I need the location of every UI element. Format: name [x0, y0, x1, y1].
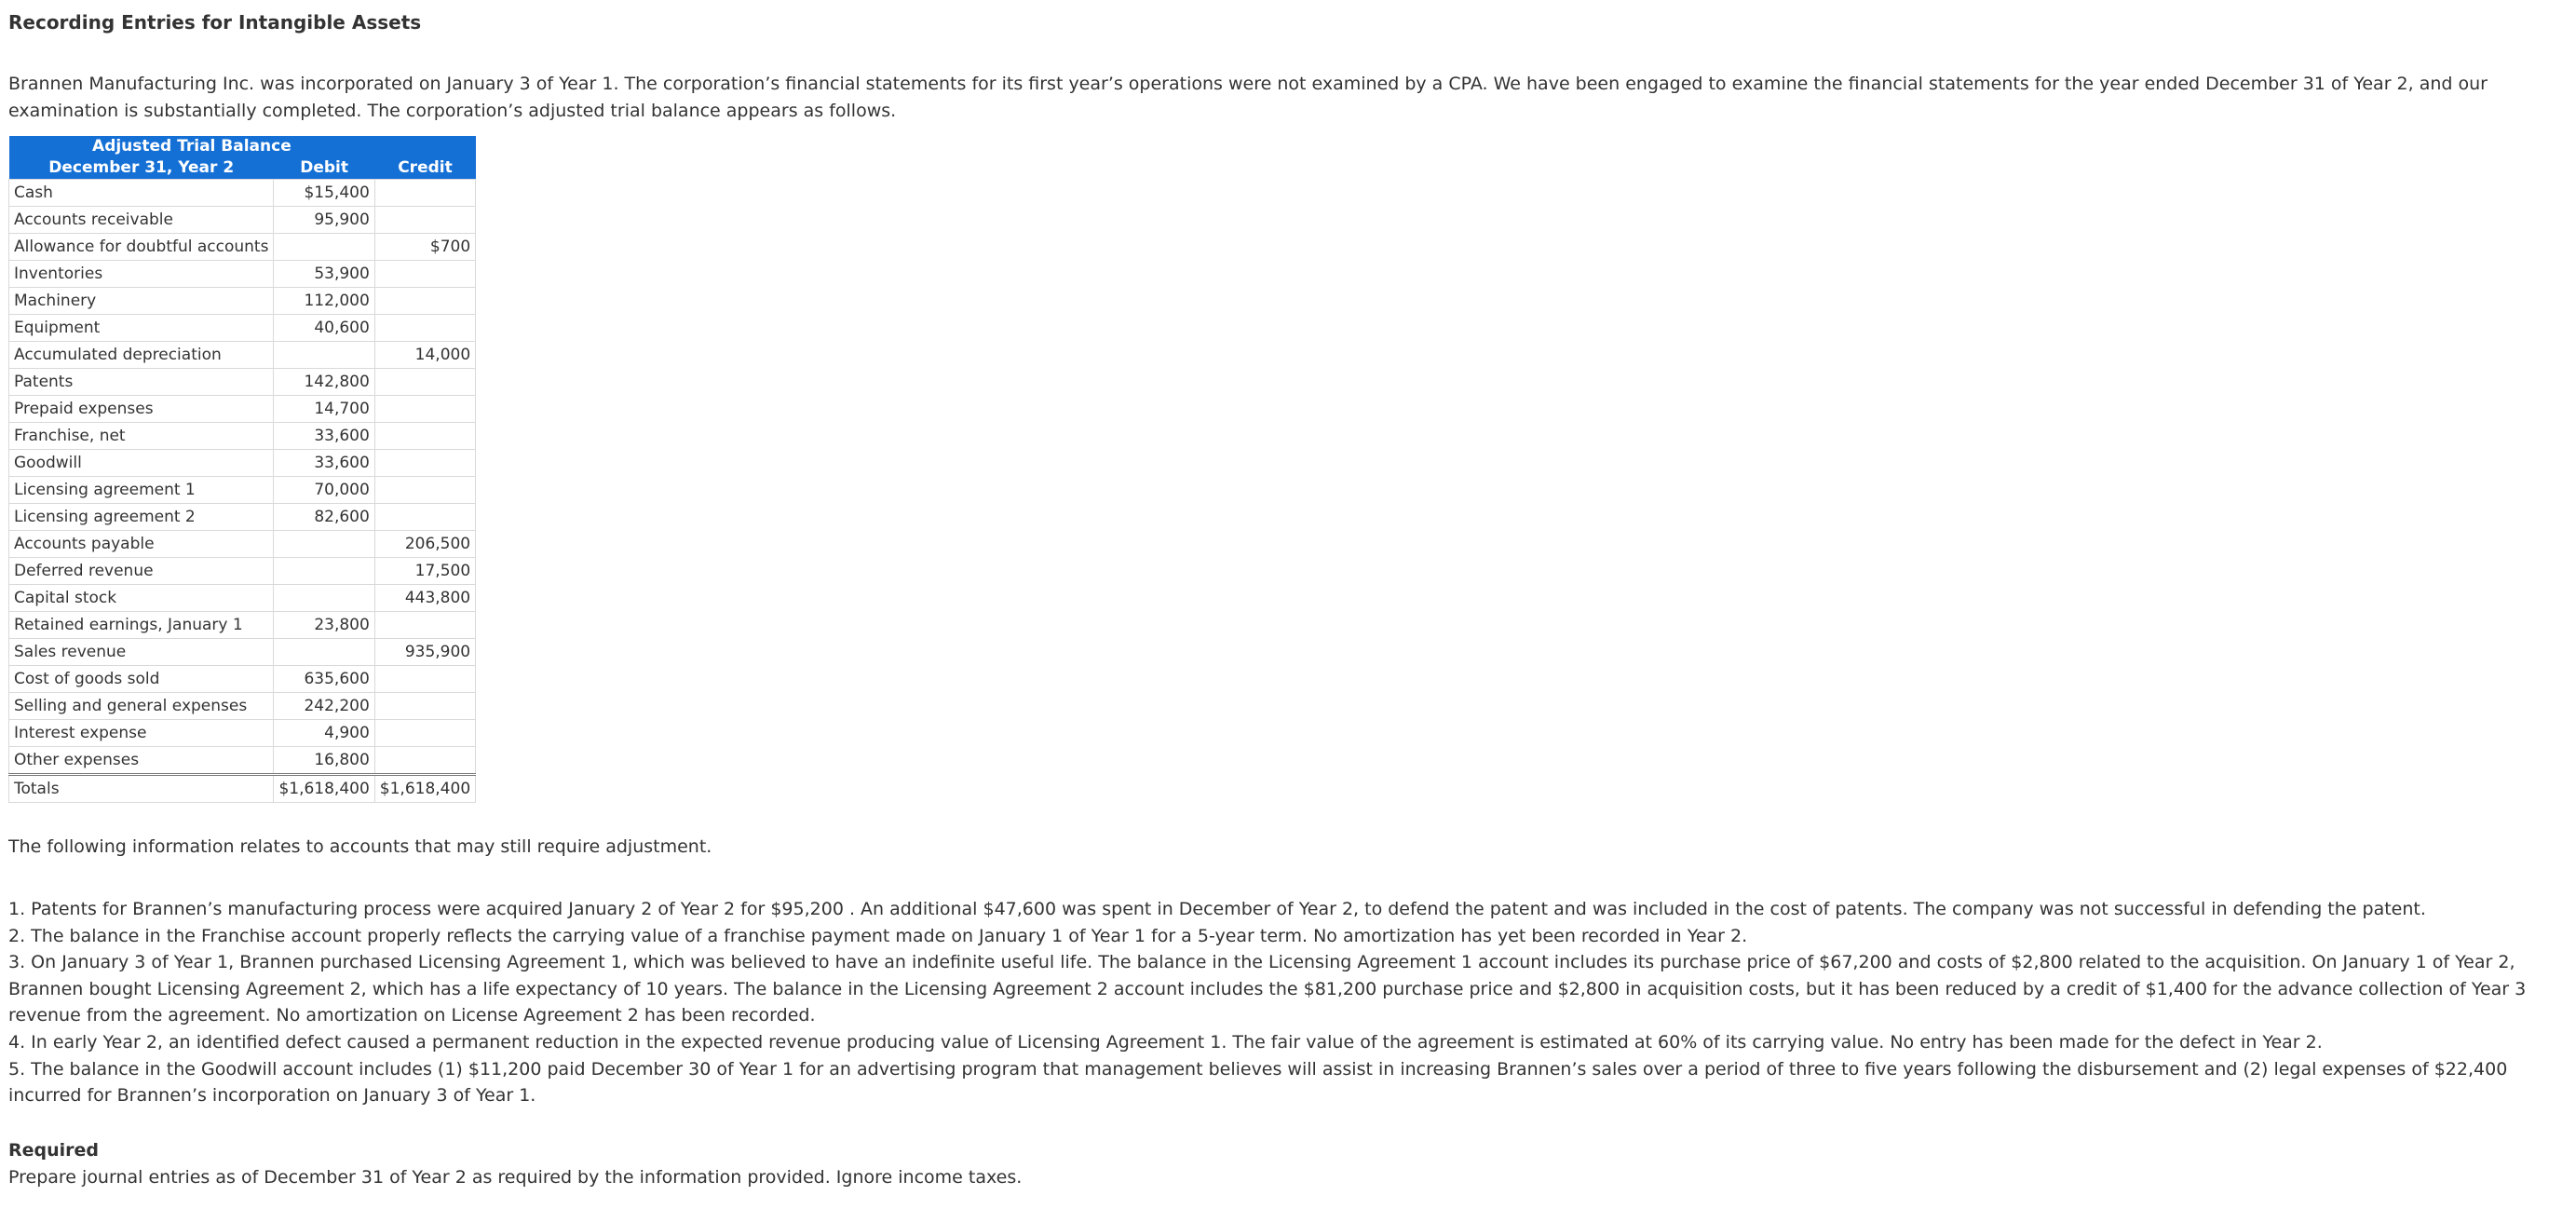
intro-paragraph: Brannen Manufacturing Inc. was incorporated on January 3 of Year 1. The corporation’s financial statements for its first year’s operations were not examined by a CPA. We have been engaged to examine the financial statements for the year ended December 31 of Year 2, and our examination is substantially completed. The corporation’s adjusted trial balance appears as follows.: [8, 74, 2488, 121]
table-row: [9, 261, 476, 288]
credit-cell: 935,900: [374, 639, 475, 666]
account-cell: Interest expense: [9, 720, 274, 747]
trial-balance-table: [8, 136, 476, 803]
table-row: [9, 720, 476, 747]
debit-cell: 635,600: [274, 666, 374, 693]
account-cell: Cost of goods sold: [9, 666, 274, 693]
table-row: [9, 612, 476, 639]
table-row: [9, 396, 476, 423]
debit-cell: 33,600: [274, 423, 374, 450]
debit-cell: 95,900: [274, 207, 374, 234]
debit-cell: 53,900: [274, 261, 374, 288]
debit-cell: 14,700: [274, 396, 374, 423]
debit-cell: 82,600: [274, 504, 374, 531]
table-row: [9, 369, 476, 396]
account-cell: Licensing agreement 1: [9, 477, 274, 504]
account-cell: Prepaid expenses: [9, 396, 274, 423]
table-caption-row: [9, 136, 476, 157]
debit-cell: [274, 234, 374, 261]
credit-cell: 17,500: [374, 558, 475, 585]
account-cell: Licensing agreement 2: [9, 504, 274, 531]
account-cell: Cash: [9, 180, 274, 207]
account-cell: Deferred revenue: [9, 558, 274, 585]
credit-cell: $700: [374, 234, 475, 261]
table-row: [9, 531, 476, 558]
required-heading: Required: [8, 1140, 100, 1161]
account-cell: Accounts receivable: [9, 207, 274, 234]
debit-cell: [274, 342, 374, 369]
account-cell: Machinery: [9, 288, 274, 315]
credit-cell: 443,800: [374, 585, 475, 612]
credit-cell: [374, 207, 475, 234]
table-row: [9, 423, 476, 450]
page-title: Recording Entries for Intangible Assets: [8, 11, 422, 34]
credit-cell: [374, 504, 475, 531]
table-row: [9, 180, 476, 207]
debit-cell: 142,800: [274, 369, 374, 396]
table-row: [9, 342, 476, 369]
credit-cell: [374, 747, 475, 775]
debit-cell: [274, 639, 374, 666]
debit-cell: $1,618,400: [274, 775, 374, 803]
credit-header: Credit: [374, 157, 475, 180]
table-row: [9, 315, 476, 342]
credit-cell: [374, 180, 475, 207]
account-cell: Capital stock: [9, 585, 274, 612]
adjustment-items-list: [8, 896, 2565, 1109]
list-item: 1. Patents for Brannen’s manufacturing process were acquired January 2 of Year 2 for $95,200 . An additional $47,600 was spent in December of Year 2, to defend the patent and was included in the cost of patents. The company was not successful in defending the patent.: [8, 899, 2426, 919]
debit-cell: 112,000: [274, 288, 374, 315]
account-cell: Goodwill: [9, 450, 274, 477]
table-row: [9, 450, 476, 477]
account-cell: Allowance for doubtful accounts: [9, 234, 274, 261]
credit-cell: [374, 666, 475, 693]
table-row: [9, 288, 476, 315]
debit-cell: 23,800: [274, 612, 374, 639]
debit-cell: 16,800: [274, 747, 374, 775]
list-item: 2. The balance in the Franchise account properly reflects the carrying value of a franchise payment made on January 1 of Year 1 for a 5-year term. No amortization has yet been recorded in Year 2.: [8, 925, 1748, 946]
table-row: [9, 666, 476, 693]
debit-cell: 40,600: [274, 315, 374, 342]
table-row: [9, 558, 476, 585]
table-row: [9, 639, 476, 666]
credit-cell: $1,618,400: [374, 775, 475, 803]
account-cell: Accumulated depreciation: [9, 342, 274, 369]
debit-cell: [274, 531, 374, 558]
debit-header: Debit: [274, 157, 374, 180]
credit-cell: [374, 423, 475, 450]
following-text: The following information relates to accounts that may still require adjustment.: [8, 836, 712, 857]
list-item: 5. The balance in the Goodwill account includes (1) $11,200 paid December 30 of Year 1 for an advertising program that management believes will assist in increasing Brannen’s sales over a period of three to five years following the disbursement and (2) legal expenses of $22,400 incurred for Brannen’s incorporation on January 3 of Year 1.: [8, 1058, 2508, 1107]
credit-cell: [374, 612, 475, 639]
table-row: [9, 585, 476, 612]
table-caption: Adjusted Trial Balance: [9, 136, 375, 157]
table-row: [9, 504, 476, 531]
account-cell: Accounts payable: [9, 531, 274, 558]
table-caption-blank: [374, 136, 475, 157]
credit-cell: 206,500: [374, 531, 475, 558]
debit-cell: 4,900: [274, 720, 374, 747]
credit-cell: [374, 477, 475, 504]
credit-cell: 14,000: [374, 342, 475, 369]
debit-cell: $15,400: [274, 180, 374, 207]
debit-cell: 242,200: [274, 693, 374, 720]
credit-cell: [374, 693, 475, 720]
table-row: [9, 234, 476, 261]
credit-cell: [374, 315, 475, 342]
table-row: [9, 693, 476, 720]
credit-cell: [374, 369, 475, 396]
totals-row: [9, 775, 476, 803]
table-body: [9, 180, 476, 803]
account-cell: Equipment: [9, 315, 274, 342]
list-item: 3. On January 3 of Year 1, Brannen purchased Licensing Agreement 1, which was believed to have an indefinite useful life. The balance in the Licensing Agreement 1 account includes its purchase price of $67,200 and costs of $2,800 related to the acquisition. On January 1 of Year 2, Brannen bought Licensing Agreement 2, which has a life expectancy of 10 years. The balance in the Licensing Agreement 2 account includes the $81,200 purchase price and $2,800 in acquisition costs, but it has been reduced by a credit of $1,400 for the advance collection of Year 3 revenue from the agreement. No amortization on License Agreement 2 has been recorded.: [8, 952, 2527, 1026]
account-cell: Patents: [9, 369, 274, 396]
credit-cell: [374, 396, 475, 423]
account-cell: Totals: [9, 775, 274, 803]
debit-cell: 70,000: [274, 477, 374, 504]
account-cell: Selling and general expenses: [9, 693, 274, 720]
account-cell: Sales revenue: [9, 639, 274, 666]
account-cell: Retained earnings, January 1: [9, 612, 274, 639]
credit-cell: [374, 720, 475, 747]
credit-cell: [374, 288, 475, 315]
debit-cell: [274, 585, 374, 612]
table-row: [9, 477, 476, 504]
account-cell: Franchise, net: [9, 423, 274, 450]
account-cell: Other expenses: [9, 747, 274, 775]
debit-cell: 33,600: [274, 450, 374, 477]
account-cell: Inventories: [9, 261, 274, 288]
date-header: December 31, Year 2: [9, 157, 274, 180]
table-row: [9, 747, 476, 775]
table-header-row: [9, 157, 476, 180]
debit-cell: [274, 558, 374, 585]
list-item: 4. In early Year 2, an identified defect caused a permanent reduction in the expected revenue producing value of Licensing Agreement 1. The fair value of the agreement is estimated at 60% of its carrying value. No entry has been made for the defect in Year 2.: [8, 1031, 2323, 1053]
credit-cell: [374, 450, 475, 477]
table-row: [9, 207, 476, 234]
credit-cell: [374, 261, 475, 288]
required-text: Prepare journal entries as of December 31 of Year 2 as required by the information provided. Ignore income taxes.: [8, 1167, 1023, 1188]
